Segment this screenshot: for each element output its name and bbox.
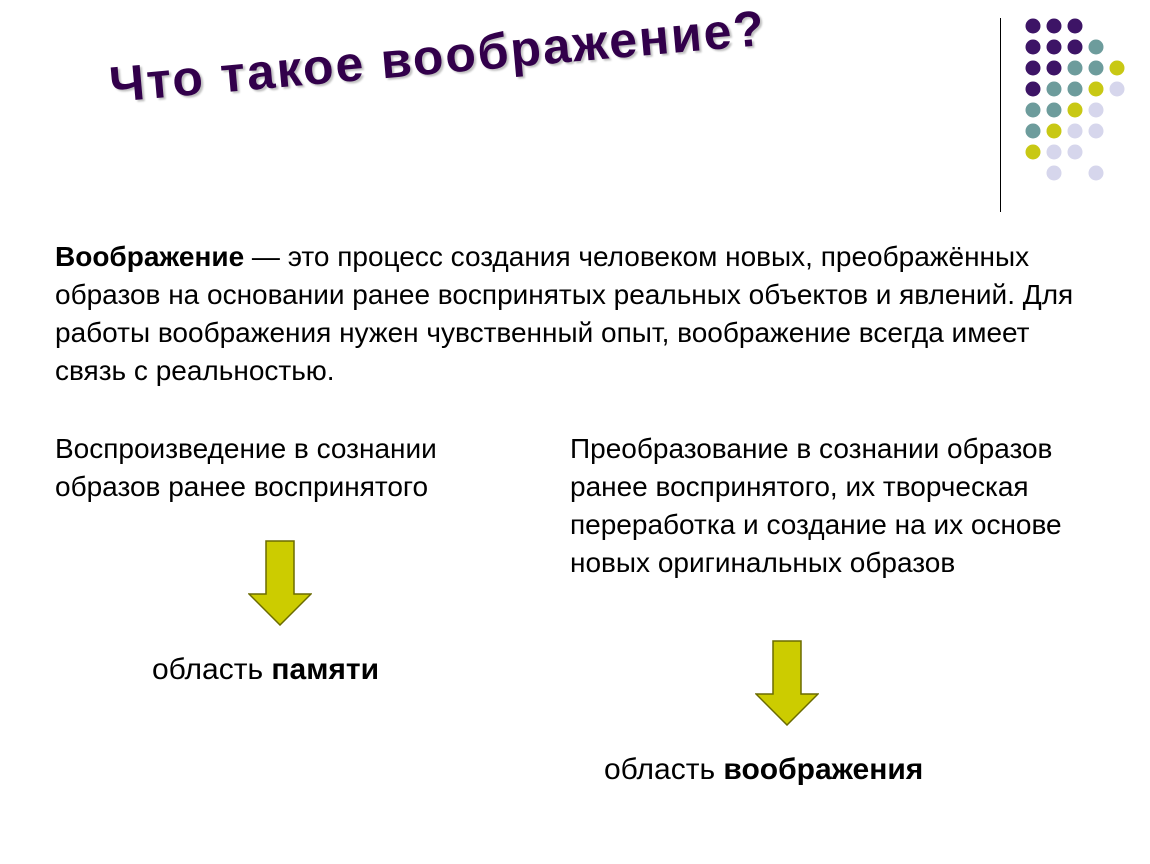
memory-area-label xyxy=(152,652,379,688)
decorative-dot xyxy=(1026,124,1041,139)
slide-title: Что такое воображение? xyxy=(107,0,768,114)
decorative-dot xyxy=(1026,61,1041,76)
decorative-dot xyxy=(1047,103,1062,118)
decorative-dot xyxy=(1089,166,1104,181)
reproduction-description: Воспроизведение в сознании образов ранее воспринятого xyxy=(55,433,437,502)
decorative-dot xyxy=(1068,124,1083,139)
decorative-dot xyxy=(1026,19,1041,34)
decorative-dot xyxy=(1047,166,1062,181)
decorative-dot xyxy=(1068,40,1083,55)
down-arrow-icon xyxy=(755,640,819,726)
decorative-divider-line xyxy=(1000,18,1001,212)
decorative-dot xyxy=(1110,61,1125,76)
definition-term: Воображение xyxy=(55,241,245,272)
decorative-dot xyxy=(1068,103,1083,118)
decorative-dot xyxy=(1068,61,1083,76)
memory-area-term: памяти xyxy=(271,653,380,686)
decorative-dot xyxy=(1047,82,1062,97)
decorative-dot xyxy=(1026,103,1041,118)
memory-area-prefix: область xyxy=(152,653,272,686)
imagination-area-prefix: область xyxy=(604,753,724,786)
decorative-dot xyxy=(1110,82,1125,97)
decorative-dot xyxy=(1089,82,1104,97)
definition-paragraph xyxy=(55,238,1105,390)
decorative-dot xyxy=(1089,40,1104,55)
decorative-dot xyxy=(1089,103,1104,118)
decorative-dot xyxy=(1068,82,1083,97)
decorative-dot xyxy=(1047,40,1062,55)
imagination-area-term: воображения xyxy=(723,753,924,786)
decorative-dot xyxy=(1047,124,1062,139)
imagination-area-label xyxy=(604,752,923,788)
decorative-dot xyxy=(1068,145,1083,160)
down-arrow-icon xyxy=(248,540,312,626)
decorative-dot xyxy=(1047,145,1062,160)
decorative-dot xyxy=(1089,61,1104,76)
decorative-dot xyxy=(1068,19,1083,34)
definition-text: — это процесс создания человеком новых, преображённых образов на основании ранее воспринятых реальных объектов и явлений. Для работы воображения нужен чувственный опыт, воображение всегда имеет связь с реальностью. xyxy=(55,241,1074,386)
decorative-dot xyxy=(1089,124,1104,139)
transformation-description: Преобразование в сознании образов ранее воспринятого, их творческая переработка и создание на их основе новых оригинальных образов xyxy=(570,433,1062,578)
decorative-dot xyxy=(1047,61,1062,76)
decorative-dot xyxy=(1026,82,1041,97)
decorative-dot xyxy=(1026,145,1041,160)
decorative-dot xyxy=(1026,40,1041,55)
decorative-dot xyxy=(1047,19,1062,34)
